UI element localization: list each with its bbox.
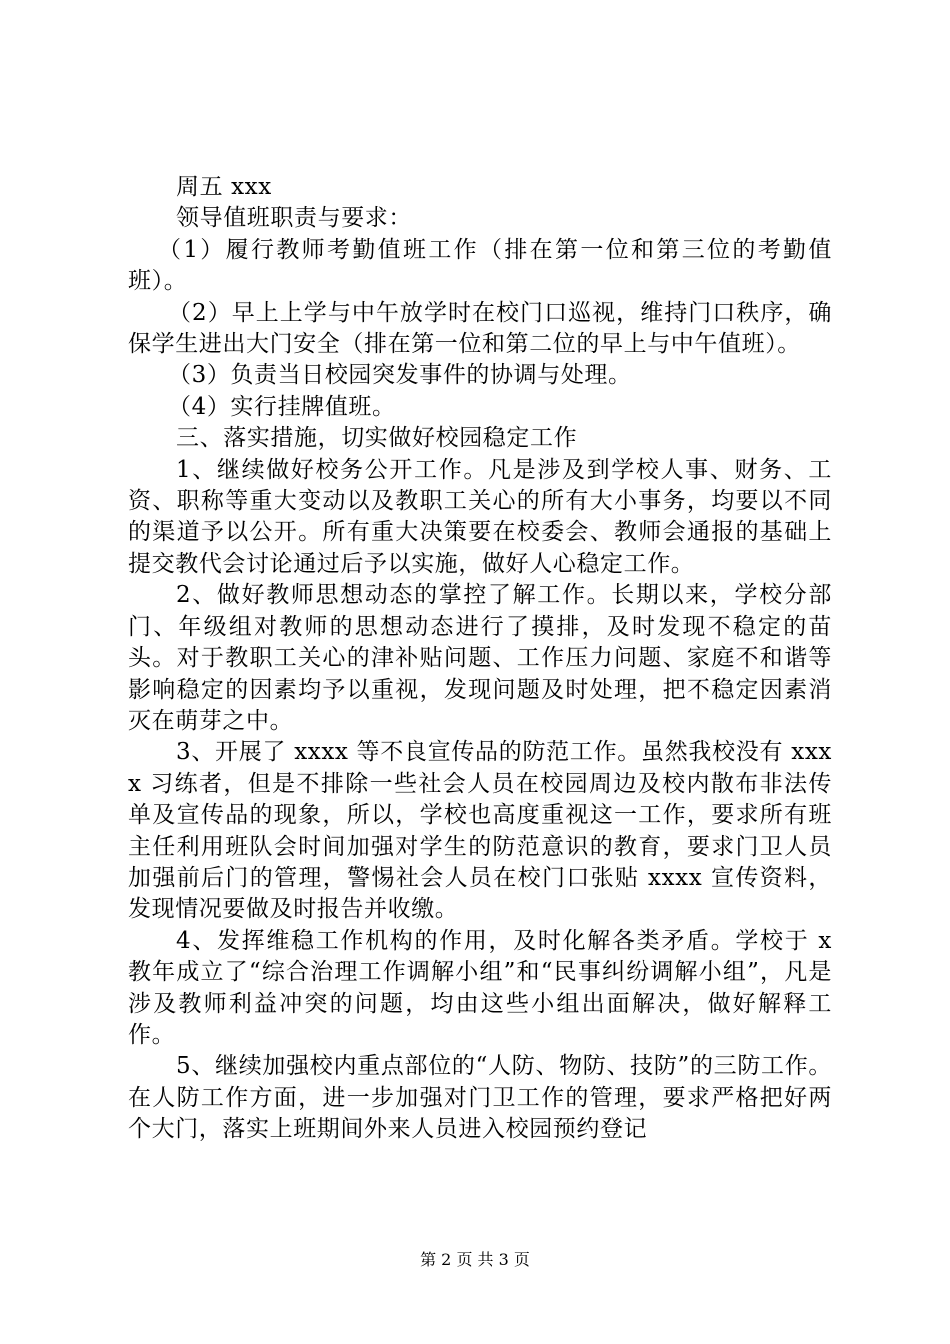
paragraph-measure-4: 4、发挥维稳工作机构的作用，及时化解各类矛盾。学校于 x 教年成立了“综合治理工作调解小组”和“民事纠纷调解小组”，凡是涉及教师利益冲突的问题，均由这些小组出面解决，做好解释工作。 xyxy=(128,927,832,1048)
paragraph-measure-1: 1、继续做好校务公开工作。凡是涉及到学校人事、财务、工资、职称等重大变动以及教职工关心的所有大小事务，均要以不同的渠道予以公开。所有重大决策要在校委会、教师会通报的基础上提交教代会讨论通过后予以实施，做好人心稳定工作。 xyxy=(128,456,832,577)
paragraph-duty-item-1: （1）履行教师考勤值班工作（排在第一位和第三位的考勤值班）。 xyxy=(128,236,832,295)
document-body xyxy=(128,172,832,1146)
section-heading-3: 三、落实措施，切实做好校园稳定工作 xyxy=(176,425,578,452)
paragraph-measure-2: 2、做好教师思想动态的掌控了解工作。长期以来，学校分部门、年级组对教师的思想动态进行了摸排，及时发现不稳定的苗头。对于教职工关心的津补贴问题、工作压力问题、家庭不和谐等影响稳定的因素均予以重视，发现问题及时处理，把不稳定因素消灭在萌芽之中。 xyxy=(128,582,832,734)
paragraph-duty-item-4: （4）实行挂牌值班。 xyxy=(168,393,396,420)
paragraph-measure-5: 5、继续加强校内重点部位的“人防、物防、技防”的三防工作。在人防工作方面，进一步加强对门卫工作的管理，要求严格把好两个大门，落实上班期间外来人员进入校园预约登记 xyxy=(128,1053,832,1143)
paragraph-friday-duty: 周五 xxx xyxy=(176,174,272,200)
paragraph-duty-heading: 领导值班职责与要求： xyxy=(176,205,412,232)
paragraph-duty-item-2: （2）早上上学与中午放学时在校门口巡视，维持门口秩序，确保学生进出大门安全（排在第一位和第二位的早上与中午值班）。 xyxy=(128,299,832,358)
paragraph-duty-item-3: （3）负责当日校园突发事件的协调与处理。 xyxy=(168,362,632,389)
page-number-footer: 第 2 页 共 3 页 xyxy=(420,1250,530,1269)
paragraph-measure-3: 3、开展了 xxxx 等不良宣传品的防范工作。虽然我校没有 xxxx 习练者，但是不排除一些社会人员在校园周边及校内散布非法传单及宣传品的现象，所以，学校也高度重视这一工作，要求所有班主任利用班队会时间加强对学生的防范意识的教育，要求门卫人员加强前后门的管理，警惕社会人员在校门口张贴 xxxx 宣传资料，发现情况要做及时报告并收缴。 xyxy=(128,739,832,923)
